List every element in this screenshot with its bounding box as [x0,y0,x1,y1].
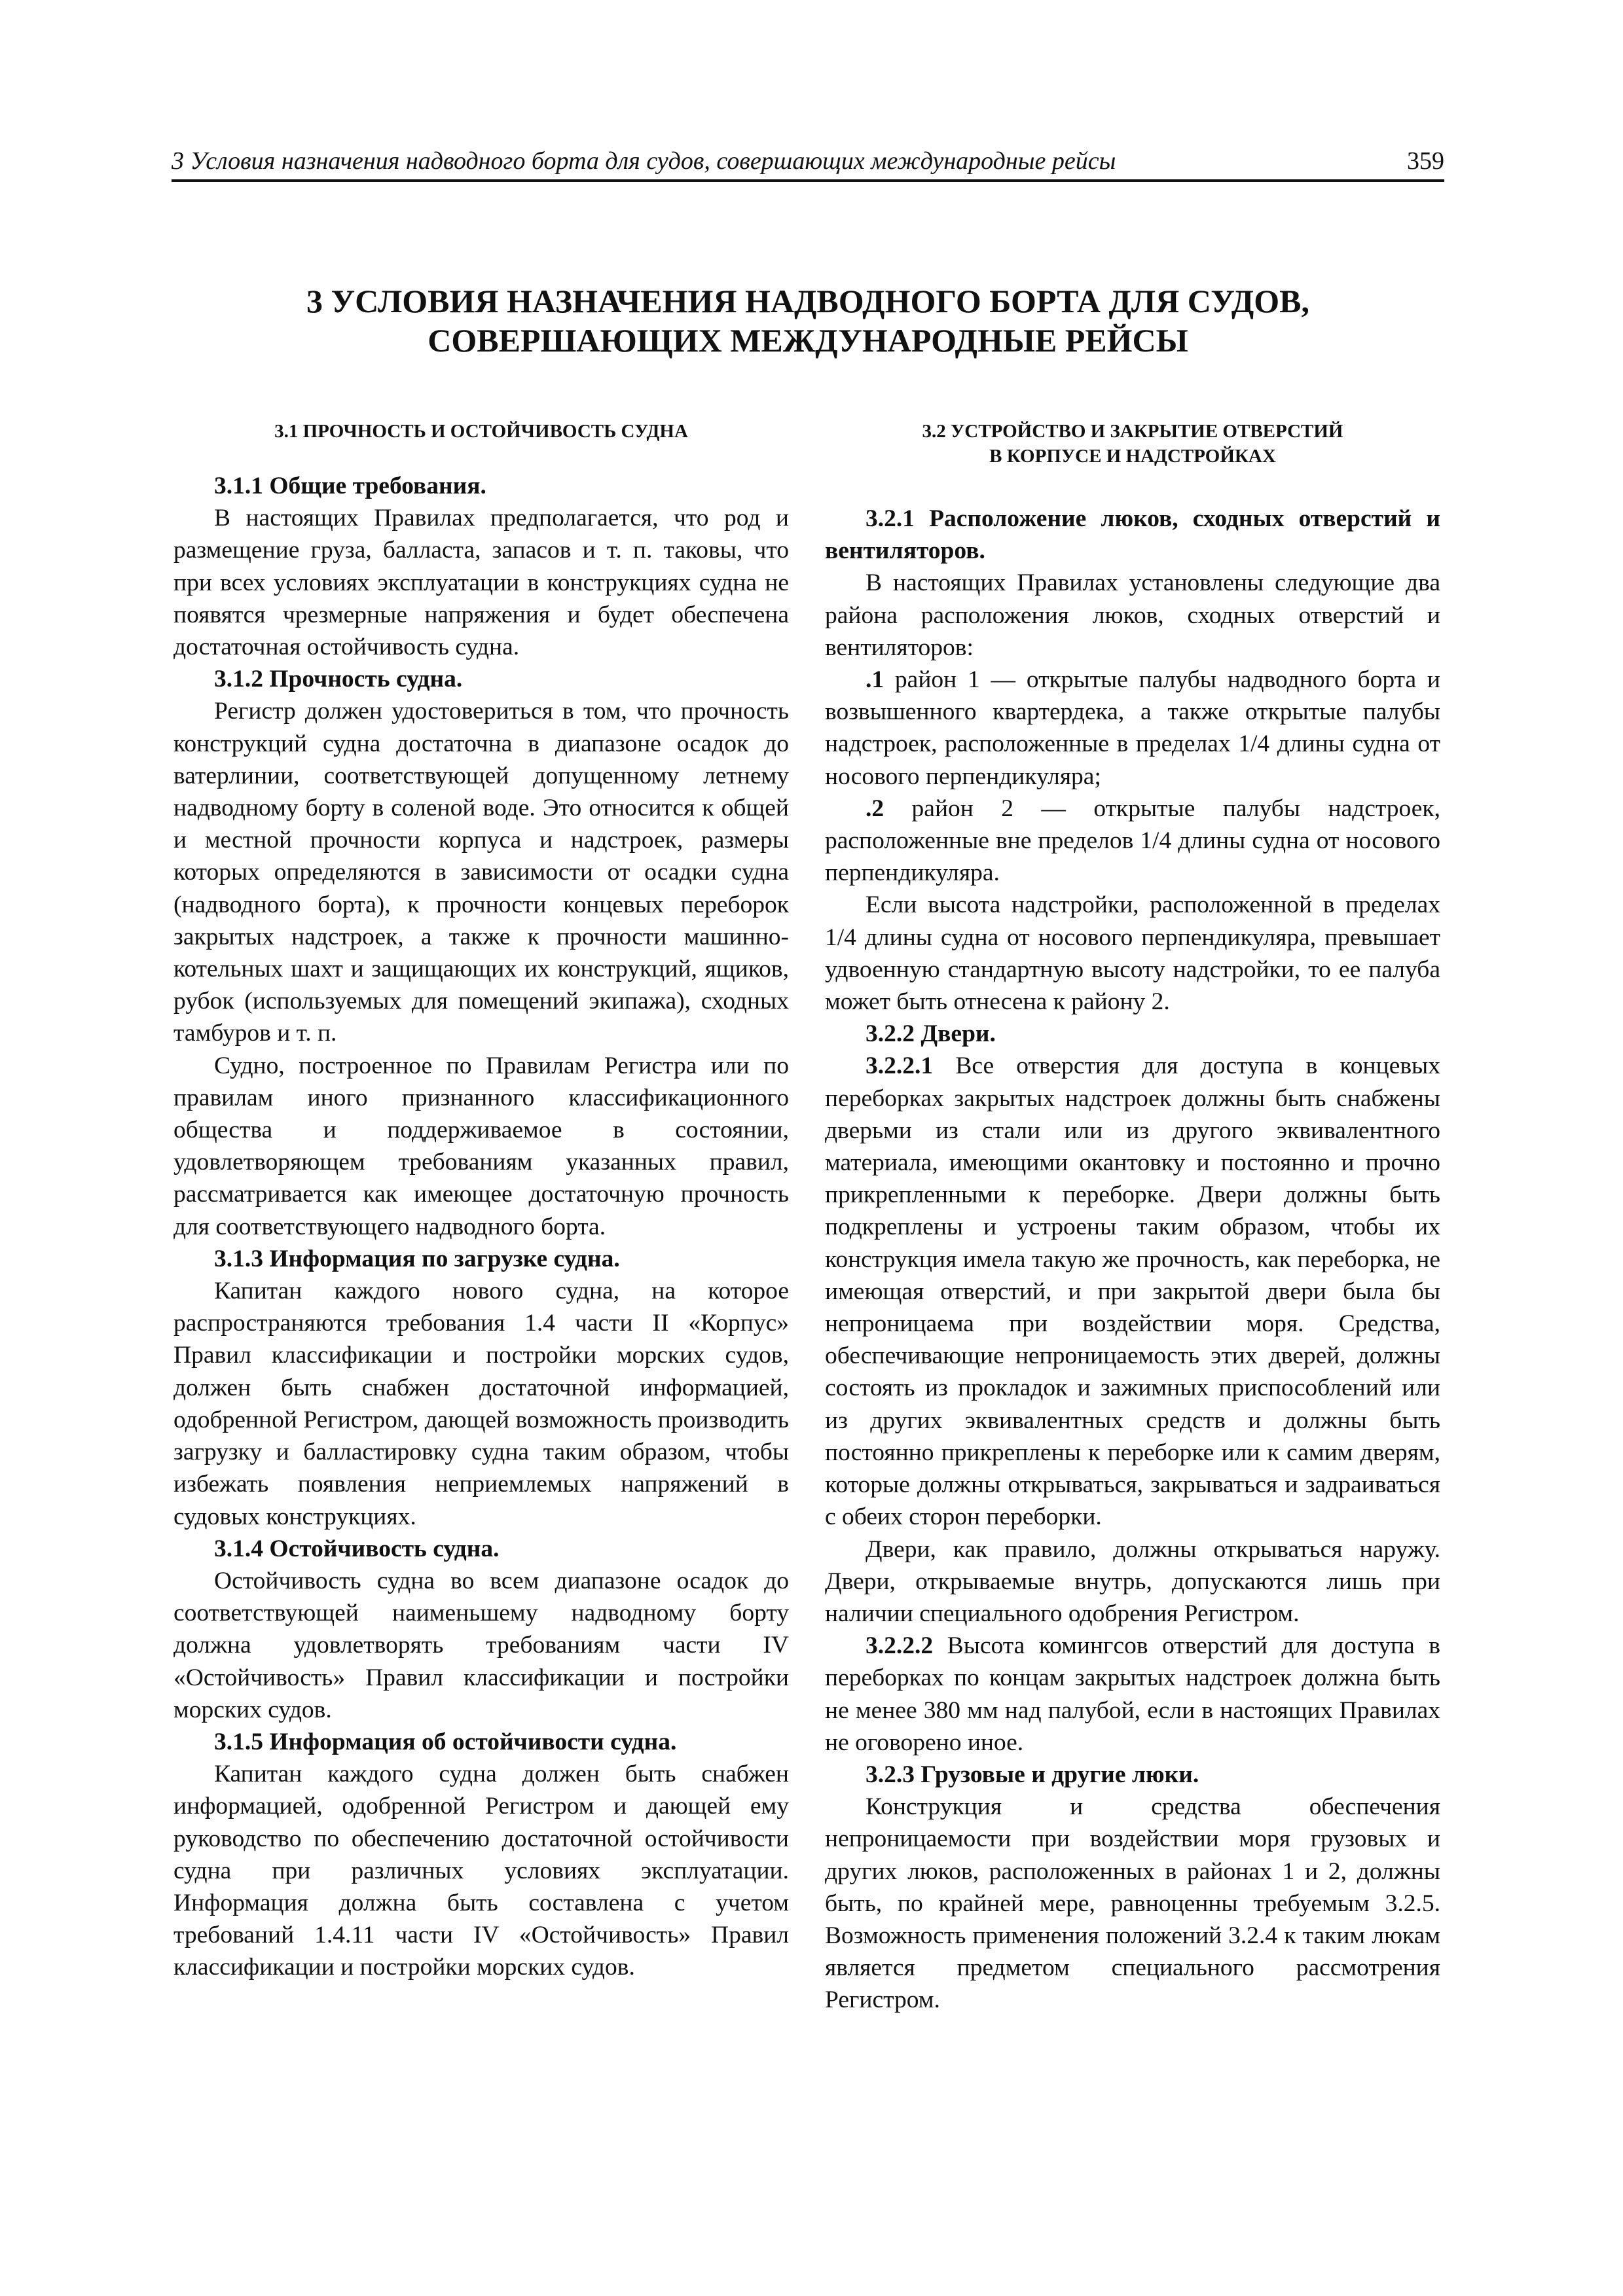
section-heading-3-1: 3.1 ПРОЧНОСТЬ И ОСТОЙЧИВОСТЬ СУДНА [274,421,688,442]
paragraph-3-2-3: Конструкция и средства обеспечения непроницаемости при воздействии моря грузовых и других люков, расположенных в районах 1 и 2, должны быть, по крайней мере, равноценны требуемым 3.2.5. Возможность применения положений 3.2.4 к таким люкам является предметом специального рассмотрения Регистром. [825,1793,1440,2014]
list-item-area-1-number: .1 [866,666,884,694]
paragraph-3-2-2-1b: Двери, как правило, должны открываться наружу. Двери, открываемые внутрь, допускаются лишь при наличии специального одобрения Регистром. [825,1535,1440,1627]
page-number: 359 [1407,147,1444,175]
chapter-title-line-2: СОВЕРШАЮЩИХ МЕЖДУНАРОДНЫЕ РЕЙСЫ [428,322,1188,359]
chapter-title-line-1: 3 УСЛОВИЯ НАЗНАЧЕНИЯ НАДВОДНОГО БОРТА ДЛЯ СУДОВ, [306,283,1310,319]
list-item-area-2-text: район 2 — открытые палубы надстроек, расположенные вне пределов 1/4 длины судна от носового перпендикуляра. [825,795,1440,887]
paragraph-3-2-2-1 [825,1050,1440,1533]
right-column [825,419,1440,2017]
list-item-area-1-text: район 1 — открытые палубы надводного борта и возвышенного квартердека, а также открытые палубы надстроек, расположенные в пределах 1/4 длины судна от носового перпендикуляра; [825,666,1440,790]
paragraph-3-2-1b: Если высота надстройки, расположенной в пределах 1/4 длины судна от носового перпендикуляра, превышает удвоенную стандартную высоту надстройки, то ее палуба может быть отнесена к району 2. [825,891,1440,1016]
section-heading-3-2 [825,419,1440,469]
paragraph-3-1-1: В настоящих Правилах предполагается, что род и размещение груза, балласта, запасов и т. п. таковы, что при всех условиях эксплуатации в конструкциях судна не появятся чрезмерные напряжения и будет обеспечена достаточная остойчивость судна. [173,505,789,661]
left-column [173,419,789,1984]
list-item-area-2-number: .2 [866,795,884,822]
list-item-area-1 [825,664,1440,793]
clause-text-3-2-2-2: Высота комингсов отверстий для доступа в переборках по концам закрытых надстроек должна быть не менее 380 мм над палубой, если в настоящих Правилах не оговорено иное. [825,1632,1440,1756]
paragraph-3-2-1: В настоящих Правилах установлены следующие два района расположения люков, сходных отверстий и вентиляторов: [825,569,1440,661]
paragraph-3-2-2-2 [825,1630,1440,1759]
subheading-3-1-2: 3.1.2 Прочность судна. [214,666,463,693]
clause-text-3-2-2-1: Все отверстия для доступа в концевых переборках закрытых надстроек должны быть снабжены дверьми из стали или из другого эквивалентного материала, имеющими окантовку и постоянно и прочно прикрепленными к переборке. Двери должны быть подкреплены и устроены таким образом, чтобы их конструкция имела такую же прочность, как переборка, не имеющая отверстий, и при закрытой двери была бы непроницаема при воздействии моря. Средства, обеспечивающие непроницаемость этих дверей, должны состоять из прокладок и зажимных приспособлений или из других эквивалентных средств и должны быть постоянно прикреплены к переборке или к самим дверям, которые должны открываться, закрываться и задраиваться с обеих сторон переборки. [825,1052,1440,1531]
paragraph-3-1-2b: Судно, построенное по Правилам Регистра или по правилам иного признанного классификационного общества и поддерживаемое в состоянии, удовлетворяющем требованиям указанных правил, рассматривается как имеющее достаточную прочность для соответствующего надводного борта. [173,1052,789,1240]
list-item-area-2 [825,793,1440,889]
subheading-3-1-1: 3.1.1 Общие требования. [214,473,486,499]
paragraph-3-1-3: Капитан каждого нового судна, на которое распространяются требования 1.4 части II «Корпус» Правил классификации и постройки морских судов, должен быть снабжен достаточной информацией, одобренной Регистром, дающей возможность производить загрузку и балластировку судна таким образом, чтобы избежать появления неприемлемых напряжений в судовых конструкциях. [173,1278,789,1530]
subheading-3-2-1: 3.2.1 Расположение люков, сходных отверстий и вентиляторов. [825,505,1440,565]
running-header [172,145,1444,182]
subheading-3-1-3: 3.1.3 Информация по загрузке судна. [214,1245,620,1272]
subheading-3-1-5: 3.1.5 Информация об остойчивости судна. [214,1728,677,1755]
paragraph-3-1-2a: Регистр должен удостовериться в том, что прочность конструкций судна достаточна в диапазоне осадок до ватерлинии, соответствующей допущенному летнему надводному борту в соленой воде. Это относится к общей и местной прочности корпуса и надстроек, размеры которых определяются в зависимости от осадки судна (надводного борта), к прочности концевых переборок закрытых надстроек, а также к прочности машинно-котельных шахт и защищающих их конструкций, ящиков, рубок (используемых для помещений экипажа), сходных тамбуров и т. п. [173,698,789,1047]
subheading-3-2-2: 3.2.2 Двери. [866,1020,996,1048]
clause-number-3-2-2-1: 3.2.2.1 [866,1052,934,1080]
running-header-title: 3 Условия назначения надводного борта для судов, совершающих международные рейсы [172,147,1116,175]
paragraph-3-1-5: Капитан каждого судна должен быть снабжен информацией, одобренной Регистром и дающей ему руководство по обеспечению достаточной остойчивости судна при различных условиях эксплуатации. Информация должна быть составлена с учетом требований 1.4.11 части IV «Остойчивость» Правил классификации и постройки морских судов. [173,1761,789,1981]
chapter-title [172,281,1444,360]
subheading-3-1-4: 3.1.4 Остойчивость судна. [214,1535,500,1562]
subheading-3-2-3: 3.2.3 Грузовые и другие люки. [866,1761,1199,1788]
section-heading-3-2-line-2: В КОРПУСЕ И НАДСТРОЙКАХ [989,446,1276,467]
clause-number-3-2-2-2: 3.2.2.2 [866,1632,934,1660]
paragraph-3-1-4: Остойчивость судна во всем диапазоне осадок до соответствующей наименьшему надводному борту должна удовлетворять требованиям части IV «Остойчивость» Правил классификации и постройки морских судов. [173,1567,789,1723]
section-heading-3-2-line-1: 3.2 УСТРОЙСТВО И ЗАКРЫТИЕ ОТВЕРСТИЙ [922,421,1343,442]
